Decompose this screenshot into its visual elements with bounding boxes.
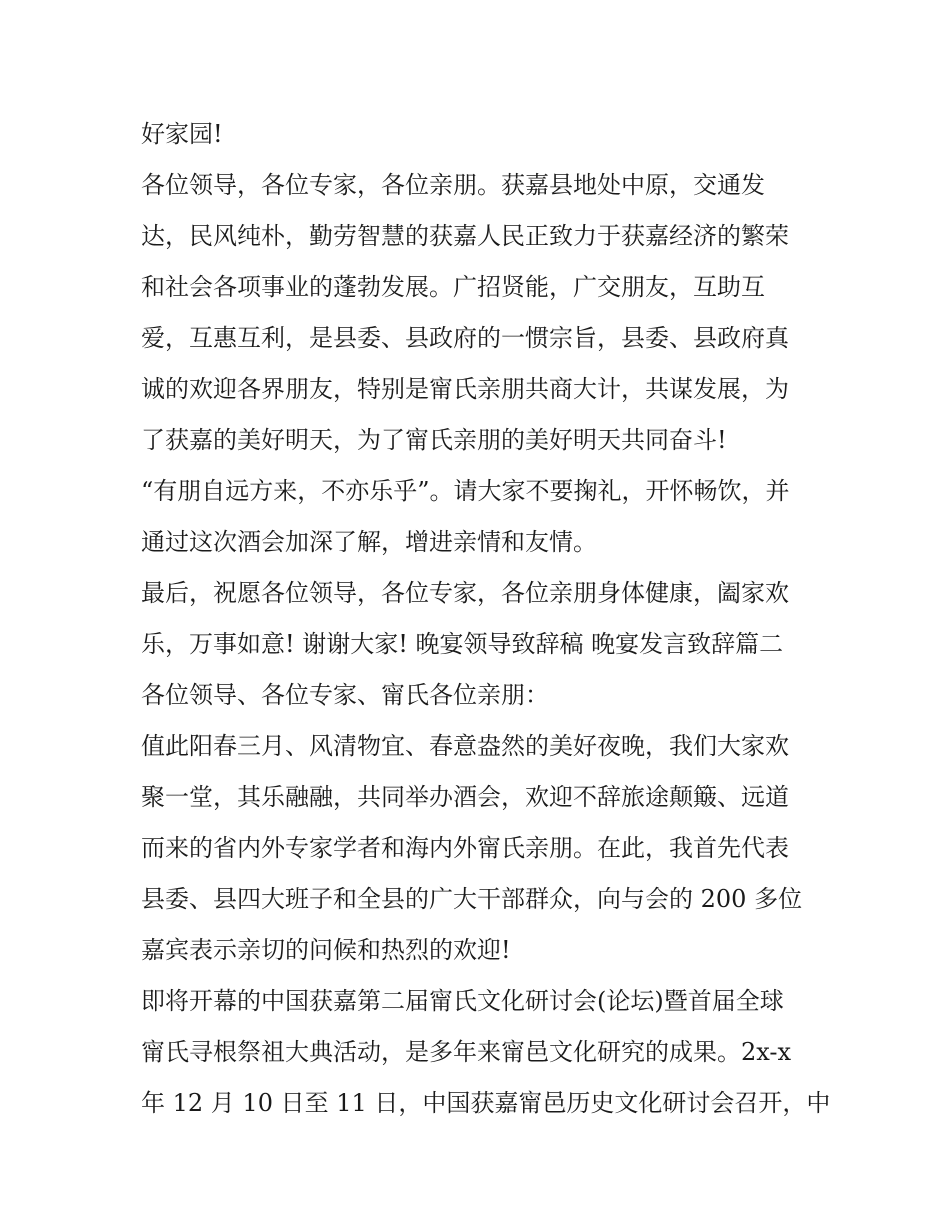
text-line: 即将开幕的中国获嘉第二届甯氏文化研讨会(论坛)暨首届全球 <box>141 987 784 1015</box>
document-body <box>141 109 831 1129</box>
text-line: 各位领导，各位专家，各位亲朋。获嘉县地处中原，交通发 <box>141 171 765 199</box>
text-line: 县委、县四大班子和全县的广大干部群众，向与会的 200 多位 <box>141 885 803 913</box>
text-line: 值此阳春三月、风清物宜、春意盎然的美好夜晚，我们大家欢 <box>141 732 789 760</box>
text-line: 而来的省内外专家学者和海内外甯氏亲朋。在此，我首先代表 <box>141 834 789 862</box>
text-line: 和社会各项事业的蓬勃发展。广招贤能，广交朋友，互助互 <box>141 273 765 301</box>
text-line: 甯氏寻根祭祖大典活动，是多年来甯邑文化研究的成果。2x-x <box>141 1038 792 1066</box>
text-line: 了获嘉的美好明天，为了甯氏亲朋的美好明天共同奋斗! <box>141 426 727 454</box>
text-line: 达，民风纯朴，勤劳智慧的获嘉人民正致力于获嘉经济的繁荣 <box>141 222 789 250</box>
text-line: 聚一堂，其乐融融，共同举办酒会，欢迎不辞旅途颠簸、远道 <box>141 783 789 811</box>
text-line: 各位领导、各位专家、甯氏各位亲朋： <box>141 681 549 709</box>
text-line: 通过这次酒会加深了解，增进亲情和友情。 <box>141 528 597 556</box>
text-line: 诚的欢迎各界朋友，特别是甯氏亲朋共商大计，共谋发展，为 <box>141 375 789 403</box>
text-line: 最后，祝愿各位领导，各位专家，各位亲朋身体健康，阖家欢 <box>141 579 789 607</box>
text-line: 好家园! <box>141 120 223 148</box>
text-line: 乐，万事如意! 谢谢大家! 晚宴领导致辞稿 晚宴发言致辞篇二 <box>141 630 784 658</box>
text-line: “有朋自远方来，不亦乐乎”。请大家不要掬礼，开怀畅饮，并 <box>141 477 790 505</box>
text-line: 年 12 月 10 日至 11 日，中国获嘉甯邑历史文化研讨会召开，中 <box>141 1089 831 1117</box>
text-line: 爱，互惠互利，是县委、县政府的一惯宗旨，县委、县政府真 <box>141 324 789 352</box>
text-line: 嘉宾表示亲切的问候和热烈的欢迎! <box>141 936 511 964</box>
